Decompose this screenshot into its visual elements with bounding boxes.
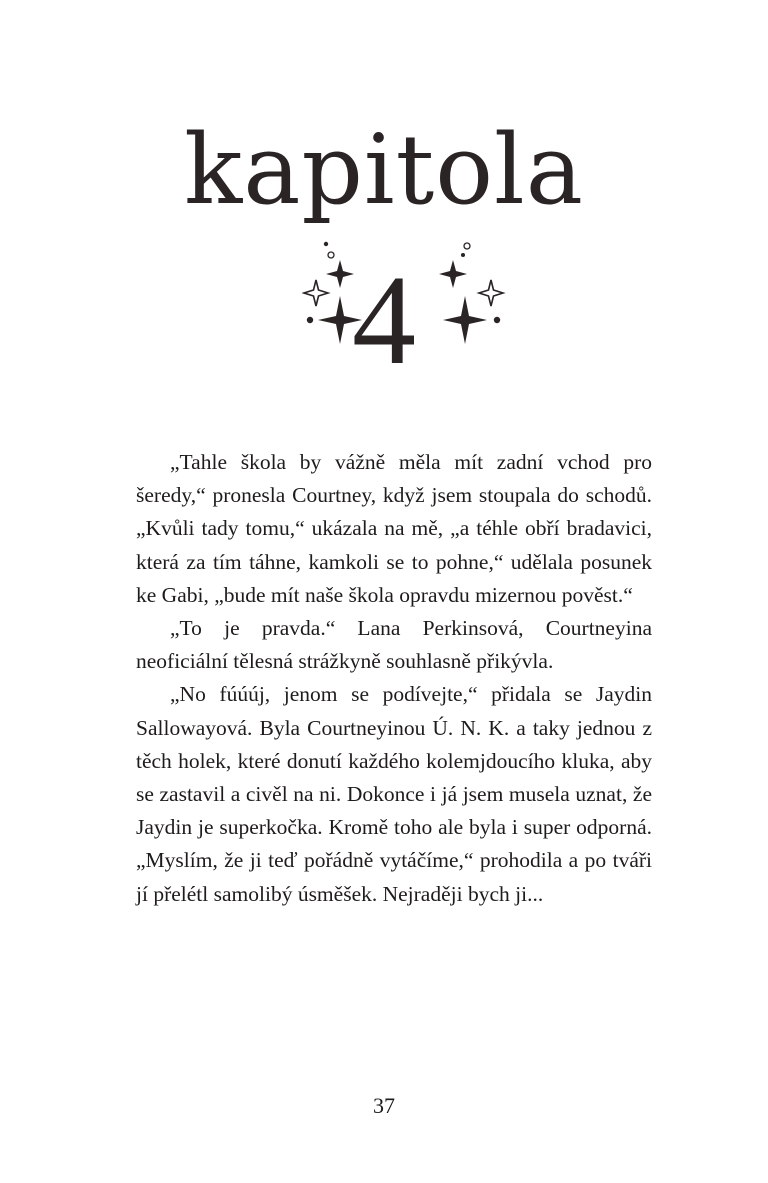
chapter-title: kapitola xyxy=(184,114,584,226)
page-number: 37 xyxy=(373,1093,395,1118)
chapter-body xyxy=(136,446,652,911)
paragraph: „To je pravda.“ Lana Perkinsová, Courtneyina neoficiální tělesná strážkyně souhlasně přikývla. xyxy=(136,616,652,674)
chapter-number: 4 xyxy=(352,249,416,391)
sparkle-ornament-right-icon xyxy=(437,238,507,368)
paragraph: „Tahle škola by vážně měla mít zadní vchod pro šeredy,“ pronesla Courtney, když jsem stoupala do schodů. „Kvůli tady tomu,“ ukázala na mě, „a téhle obří bradavici, která za tím táhne, kamkoli se to pohne,“ udělala posunek ke Gabi, „bude mít naše škola opravdu mizernou pověst.“ xyxy=(136,450,652,607)
paragraph: „No fúúúj, jenom se podívejte,“ přidala se Jaydin Sallowayová. Byla Courtneyinou Ú. N. K. a taky jednou z těch holek, které donutí každého kolemjdoucího kluka, aby se zastavil a civěl na ni. Dokonce i já jsem musela uznat, že Jaydin je superkočka. Kromě toho ale byla i super odporná. „Myslím, že ji teď pořádně vytáčíme,“ prohodila a po tváři jí přelétl samolibý úsměšek. Nejraději bych ji... xyxy=(136,682,652,906)
